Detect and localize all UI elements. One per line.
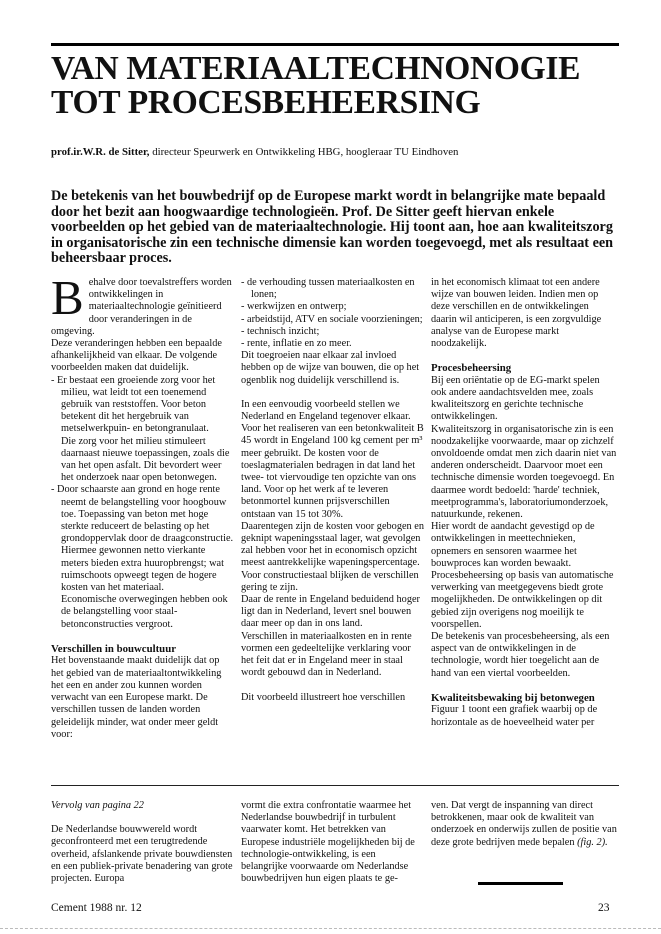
list-item: - werkwijzen en ontwerp;: [241, 301, 347, 313]
byline: [51, 145, 631, 159]
paragraph: ehalve door toevalstreffers worden ontwikkelingen in materiaaltechnologie geïnitieerd door veranderingen in de omgeving.: [51, 277, 232, 337]
paragraph: Dit voorbeeld illustreert hoe verschillen: [241, 691, 406, 703]
paragraph: De betekenis van procesbeheersing, als een aspect van de ontwikkelingen in de technologie, wordt hier toegelicht aan de hand van een viertal voorbeelden.: [431, 631, 610, 679]
author-name: prof.ir.W.R. de Sitter,: [51, 146, 150, 158]
paragraph: Daar de rente in Engeland beduidend hoger ligt dan in Nederland, levert snel bouwen daar meer op dan in ons land.: [241, 594, 420, 630]
page-number: 23: [598, 902, 610, 914]
paragraph: [431, 800, 617, 849]
end-rule: [478, 882, 563, 885]
list: [241, 277, 424, 350]
paragraph: Dit toegroeien naar elkaar zal invloed hebben op de wijze van bouwen, die op het ogenblik nog duidelijk verschillend is.: [241, 350, 420, 386]
paragraph: Figuur 1 toont een grafiek waarbij op de horizontale as de hoeveelheid water per: [431, 704, 598, 728]
list-item: - rente, inflatie en zo meer.: [241, 338, 352, 350]
section-heading: Kwaliteitsbewaking bij betonwegen: [431, 691, 595, 704]
paragraph: De Nederlandse bouwwereld wordt geconfronteerd met een terugtredende overheid, afslankende private bouwdiensten en een publiek-private benadering van grote projecten. Europa: [51, 824, 233, 885]
list-item: - arbeidstijd, ATV en sociale voorzieningen;: [241, 313, 423, 325]
paragraph-text: ven. Dat vergt de inspanning van direct betrokkenen, maar ook de kwaliteit van onderzoek en onderwijs zullen de positie van deze grote bedrijven mede bepalen: [431, 800, 617, 848]
publication-footer: Cement 1988 nr. 12: [51, 902, 142, 914]
article-title: VAN MATERIAALTECHNONOGIE TOT PROCESBEHEERSING: [51, 50, 581, 121]
dropcap: B: [51, 270, 84, 325]
paragraph: Voor constructiestaal blijken de verschillen gering te zijn.: [241, 569, 419, 593]
column-2: [241, 277, 424, 704]
paragraph: Bij een oriëntatie op de EG-markt spelen ook andere aandachtsvelden mee, zoals kwaliteitszorg en gerichte technische ontwikkelingen.: [431, 374, 600, 423]
paragraph: Deze veranderingen hebben een bepaalde afhankelijkheid van elkaar. De volgende voorbeelden maken dat duidelijk.: [51, 338, 222, 374]
paragraph: Economische overwegingen hebben ook de belangstelling voor staal-betonconstructies vergroot.: [61, 594, 228, 630]
paragraph: Verschillen in materiaalkosten en in rente vormen een gedeeltelijke verklaring voor het feit dat er in Engeland meer in staal wordt gebouwd dan in Nederland.: [241, 630, 412, 679]
paragraph: Voor het realiseren van een betonkwaliteit B 45 wordt in Engeland 100 kg cement per m³ meer gebruikt. De kosten voor de toeslagmaterialen bedragen in dat land het twee- tot viervoudige ten opzichte van ons land. Voor op het werk af te leveren betonmortel kunnen prijsverschillen ontstaan van 15 tot 30%.: [241, 423, 424, 520]
continued-column-2: [241, 800, 424, 885]
crop-line: [0, 928, 661, 930]
list-item: - technisch inzicht;: [241, 325, 320, 337]
list: [51, 375, 234, 436]
list: [51, 484, 234, 594]
list-item: - Door schaarste aan grond en hoge rente neemt de belangstelling voor hoogbouw toe. Toepassing van beton met hoge sterkte reduceert de belasting op het grondoppervlak door de draagconstructie. Hiermee gewonnen netto vierkante meters bieden extra huuropbrengst; wat ruimschoots opweegt tegen de hogere kosten van het materiaal.: [51, 484, 234, 594]
title-rule: [51, 43, 619, 46]
section-divider: [51, 785, 619, 786]
section-heading: Procesbeheersing: [431, 362, 512, 375]
paragraph: Hier wordt de aandacht gevestigd op de ontwikkelingen in meettechnieken, opnemers en sensoren waarmee het bouwproces kan worden bewaakt. Procesbeheersing op basis van automatische verwerking van meetgegevens biedt grote mogelijkheden. De ontwikkelingen op dit gebied zijn overigens nog moeilijk te voorspellen.: [431, 521, 614, 630]
figure-reference: (fig. 2).: [577, 836, 608, 848]
column-1: [51, 270, 234, 741]
paragraph: Daarentegen zijn de kosten voor gebogen en geknipt wapeningsstaal lager, wat gevolgen zal hebben voor het in economisch opzicht meest aantrekkelijke wapeningspercentage.: [241, 520, 424, 569]
paragraph: in het economisch klimaat tot een andere wijze van bouwen leiden. Indien men op deze verschillen en de ontwikkelingen daarin wil anticiperen, is een zorgvuldige analyse van de Europese markt noodzakelijk.: [431, 277, 602, 350]
author-role: directeur Speurwerk en Ontwikkeling HBG, hoogleraar TU Eindhoven: [152, 146, 459, 158]
paragraph: Kwaliteitszorg in organisatorische zin is een noodzakelijke voorwaarde, maar op zichzelf onvoldoende omdat men zich daarin niet van anderen onderscheidt. Daarvoor moet een technische dimensie worden toegevoegd. En daarmee wordt bedoeld: 'harde' techniek, meetprogramma's, laboratoriumonderzoek, natuurkunde, rekenen.: [431, 423, 617, 521]
list-item: - Er bestaat een groeiende zorg voor het milieu, wat leidt tot een toenemend gebruik van reststoffen. Voor beton betekent dit het hergebruik van metselwerkpuin- en betongranulaat.: [51, 374, 216, 435]
list-item: - de verhouding tussen materiaalkosten en lonen;: [241, 277, 415, 301]
continued-label: Vervolg van pagina 22: [51, 800, 144, 811]
column-3: [431, 277, 617, 729]
section-heading: Verschillen in bouwcultuur: [51, 642, 176, 655]
intro-paragraph: De betekenis van het bouwbedrijf op de Europese markt wordt in belangrijke mate bepaald door het bezit aan hoogwaardige technologieën. Prof. De Sitter geeft hiervan enkele voorbeelden op het gebied van de materiaaltechnologie. Hij toont aan, hoe aan kwaliteitszorg in organisatorische zin een technische dimensie kan worden toegevoegd, met als resultaat een beheersbaar proces.: [51, 188, 614, 267]
paragraph: Die zorg voor het milieu stimuleert daarnaast nieuwe toepassingen, zoals die van het open asfalt. Dit bevordert weer het onderzoek naar open betonwegen.: [61, 435, 230, 484]
continued-column-1: [51, 800, 234, 885]
paragraph: vormt die extra confrontatie waarmee het Nederlandse bouwbedrijf in turbulent vaarwater komt. Het betrekken van Europese industriële mogelijkheden bij de technologie-ontwikkeling, is een belangrijke voorwaarde om Nederlandse bouwbedrijven hun eigen plaats te ge-: [241, 800, 415, 885]
paragraph: In een eenvoudig voorbeeld stellen we Nederland en Engeland tegenover elkaar.: [241, 398, 411, 423]
continued-column-3: [431, 800, 617, 849]
paragraph: Het bovenstaande maakt duidelijk dat op het gebied van de materiaaltontwikkeling het een en ander zou kunnen worden verwacht van een Europese markt. De verschillen tussen de landen worden geleidelijk minder, wat onder meer geldt voor:: [51, 655, 222, 740]
